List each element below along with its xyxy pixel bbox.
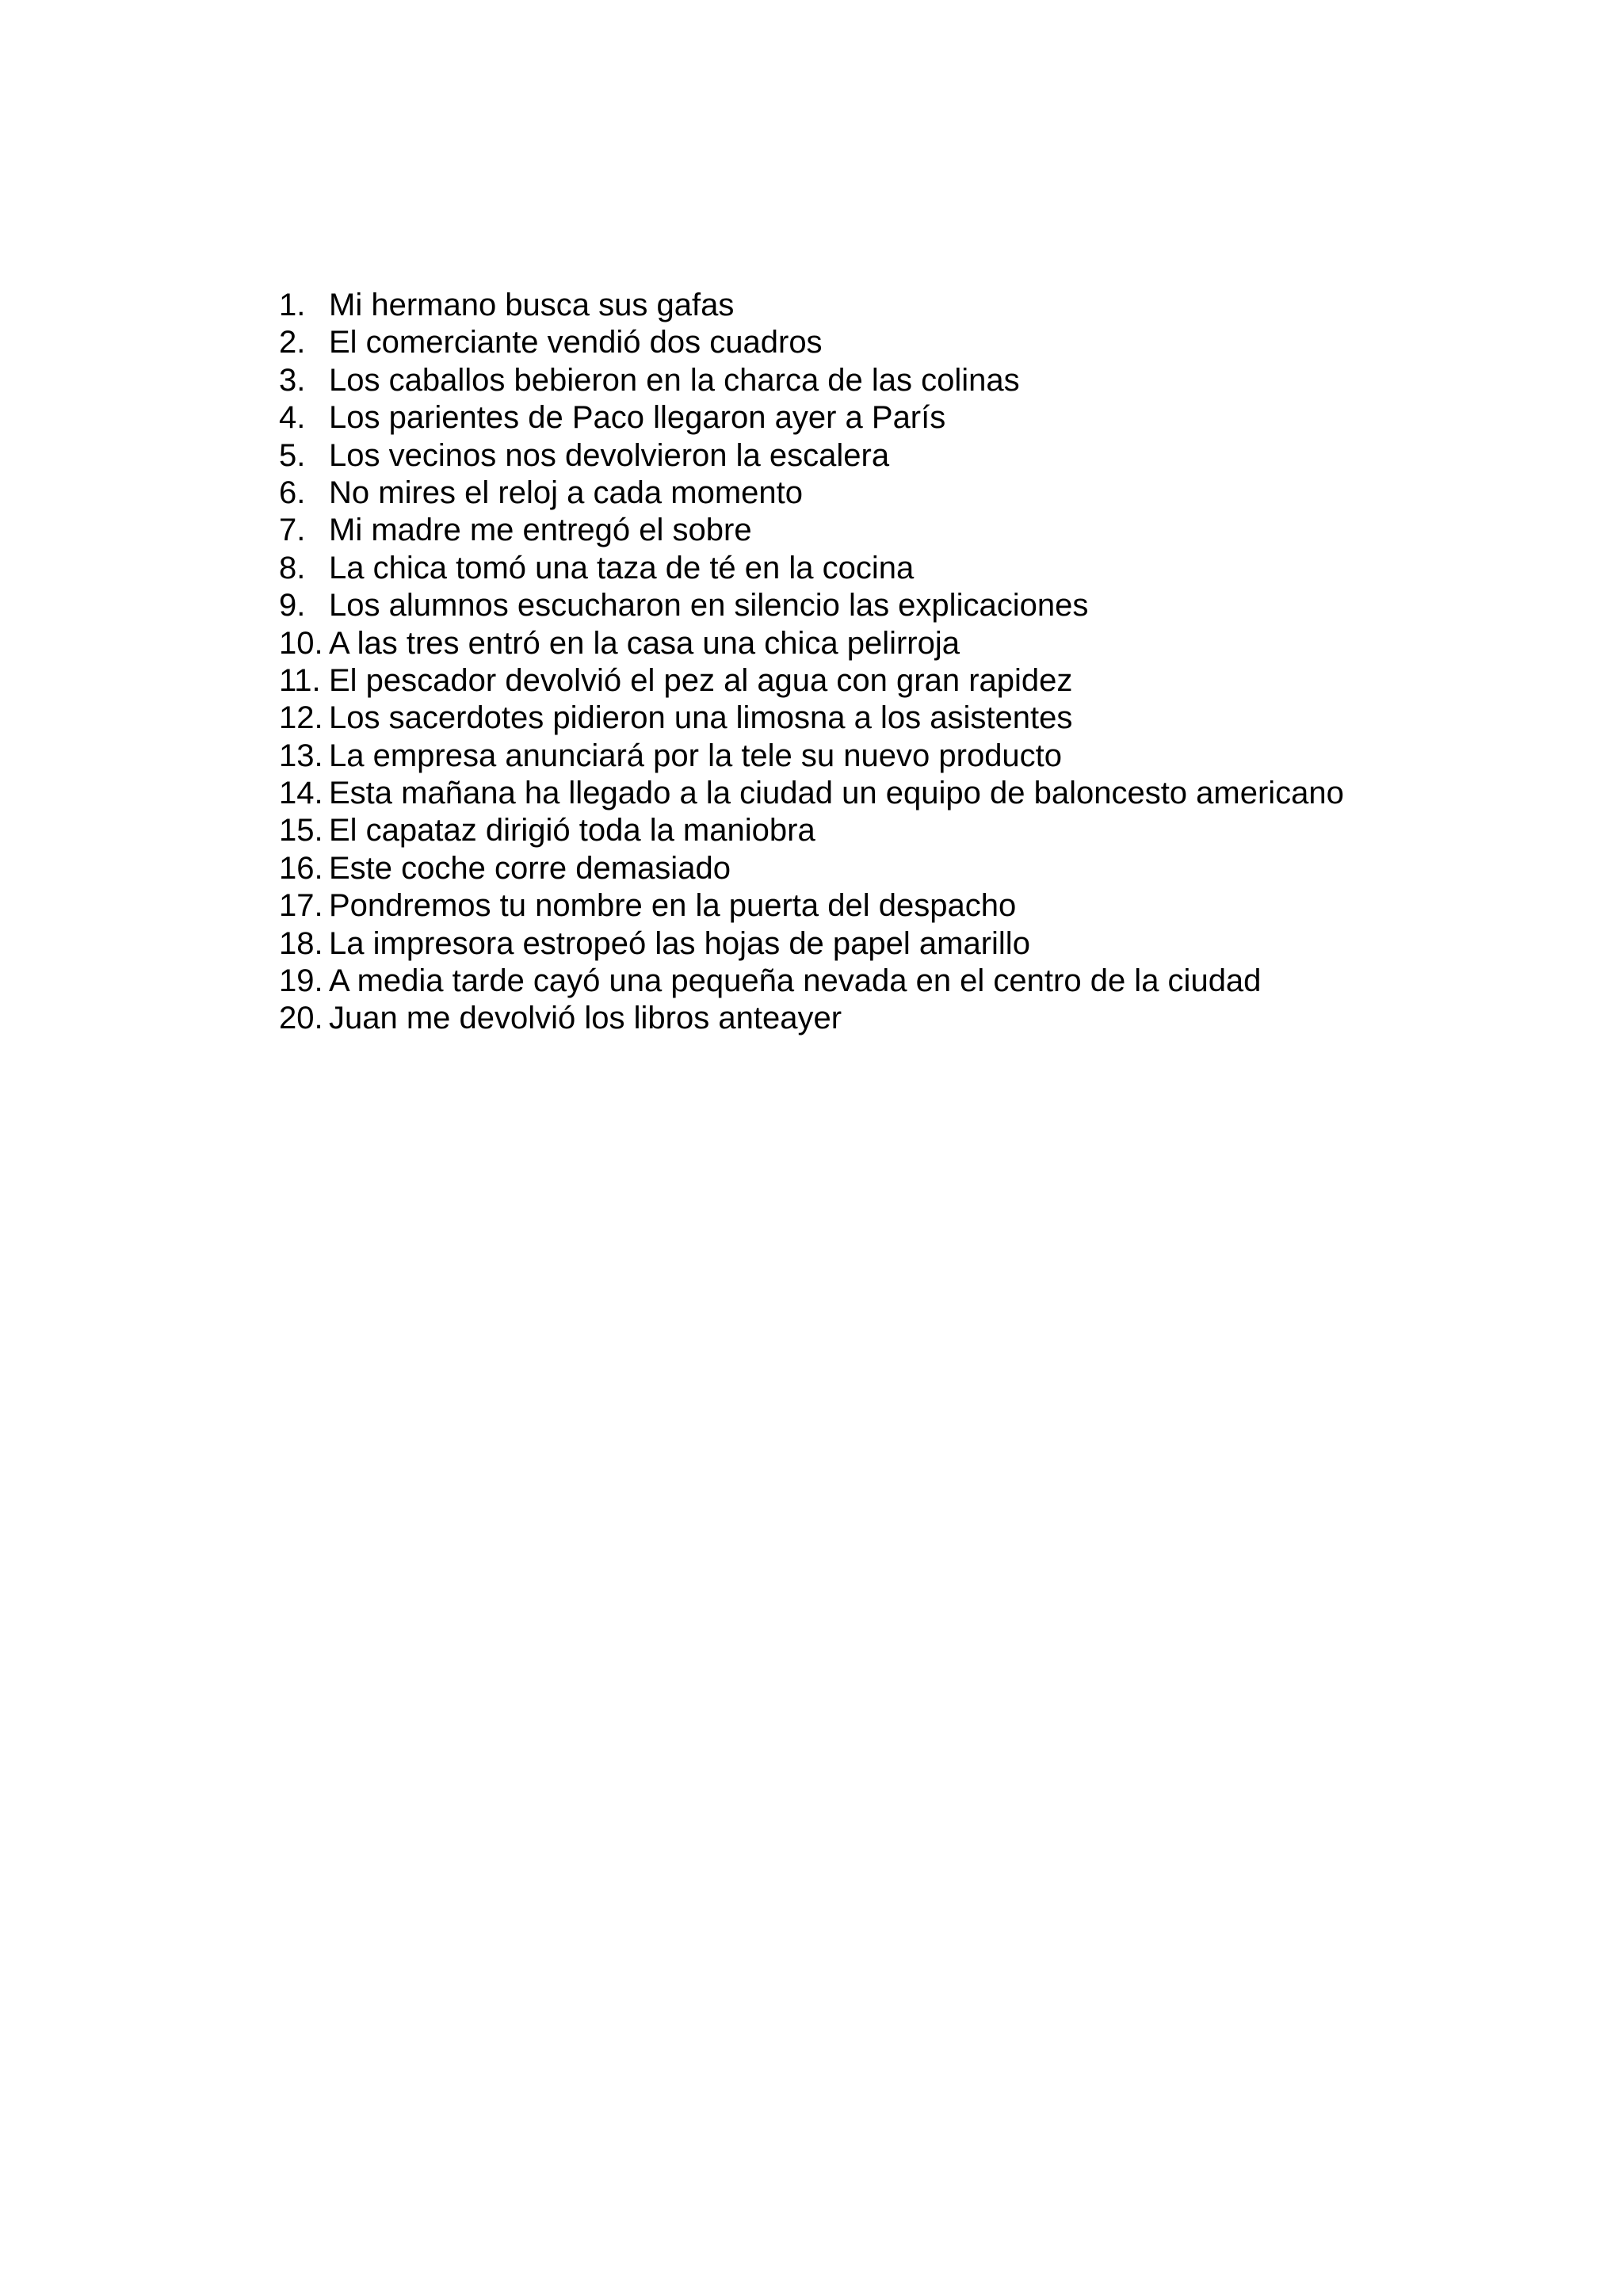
item-text: Los parientes de Paco llegaron ayer a París	[329, 400, 946, 436]
item-number: 17.	[279, 888, 323, 924]
item-text: No mires el reloj a cada momento	[329, 475, 804, 510]
list-item	[279, 887, 1563, 925]
item-text: Este coche corre demasiado	[329, 850, 731, 886]
list-item	[279, 287, 1563, 324]
item-number: 7.	[279, 513, 306, 548]
list-item	[279, 775, 1563, 812]
list-item	[279, 587, 1563, 624]
item-number: 16.	[279, 850, 323, 886]
item-text: Mi madre me entregó el sobre	[329, 513, 752, 548]
item-text: Los caballos bebieron en la charca de las colinas	[329, 362, 1020, 398]
item-text: A las tres entró en la casa una chica pelirroja	[329, 625, 960, 661]
list-item	[279, 512, 1563, 549]
item-text: La impresora estropeó las hojas de papel amarillo	[329, 925, 1030, 961]
list-item	[279, 437, 1563, 475]
item-text: El capataz dirigió toda la maniobra	[329, 813, 815, 849]
list-item	[279, 700, 1563, 737]
item-number: 5.	[279, 437, 306, 473]
item-number: 10.	[279, 625, 323, 661]
item-text: Pondremos tu nombre en la puerta del despacho	[329, 888, 1017, 924]
item-number: 12.	[279, 700, 323, 736]
item-text: Mi hermano busca sus gafas	[329, 288, 735, 322]
item-number: 14.	[279, 776, 323, 811]
item-text: Los sacerdotes pidieron una limosna a los asistentes	[329, 700, 1073, 736]
item-text: Esta mañana ha llegado a la ciudad un equipo de baloncesto americano	[329, 776, 1344, 811]
sentence-list	[279, 287, 1563, 1038]
item-number: 15.	[279, 813, 323, 849]
item-number: 6.	[279, 475, 306, 510]
item-number: 4.	[279, 400, 306, 436]
item-number: 9.	[279, 588, 306, 624]
list-item	[279, 475, 1563, 512]
item-number: 3.	[279, 362, 306, 398]
item-text: El comerciante vendió dos cuadros	[329, 325, 823, 360]
item-number: 19.	[279, 963, 323, 999]
item-number: 2.	[279, 325, 306, 360]
list-item	[279, 662, 1563, 700]
item-text: La empresa anunciará por la tele su nuevo producto	[329, 738, 1063, 773]
item-text: A media tarde cayó una pequeña nevada en el centro de la ciudad	[329, 963, 1262, 999]
list-item	[279, 812, 1563, 849]
item-text: Los alumnos escucharon en silencio las explicaciones	[329, 588, 1089, 624]
list-item	[279, 399, 1563, 437]
item-number: 18.	[279, 925, 323, 961]
list-item	[279, 550, 1563, 587]
list-item	[279, 738, 1563, 775]
item-text: El pescador devolvió el pez al agua con gran rapidez	[329, 662, 1073, 698]
item-number: 20.	[279, 1001, 323, 1036]
list-item	[279, 1000, 1563, 1037]
item-text: Los vecinos nos devolvieron la escalera	[329, 437, 890, 473]
list-item	[279, 925, 1563, 963]
list-item	[279, 625, 1563, 662]
item-number: 11.	[279, 662, 321, 698]
item-text: La chica tomó una taza de té en la cocina	[329, 550, 915, 585]
item-text: Juan me devolvió los libros anteayer	[329, 1001, 842, 1036]
list-item	[279, 963, 1563, 1000]
item-number: 8.	[279, 550, 306, 585]
list-item	[279, 850, 1563, 887]
item-number: 1.	[279, 288, 306, 322]
list-item	[279, 324, 1563, 361]
item-number: 13.	[279, 738, 323, 773]
list-item	[279, 362, 1563, 399]
